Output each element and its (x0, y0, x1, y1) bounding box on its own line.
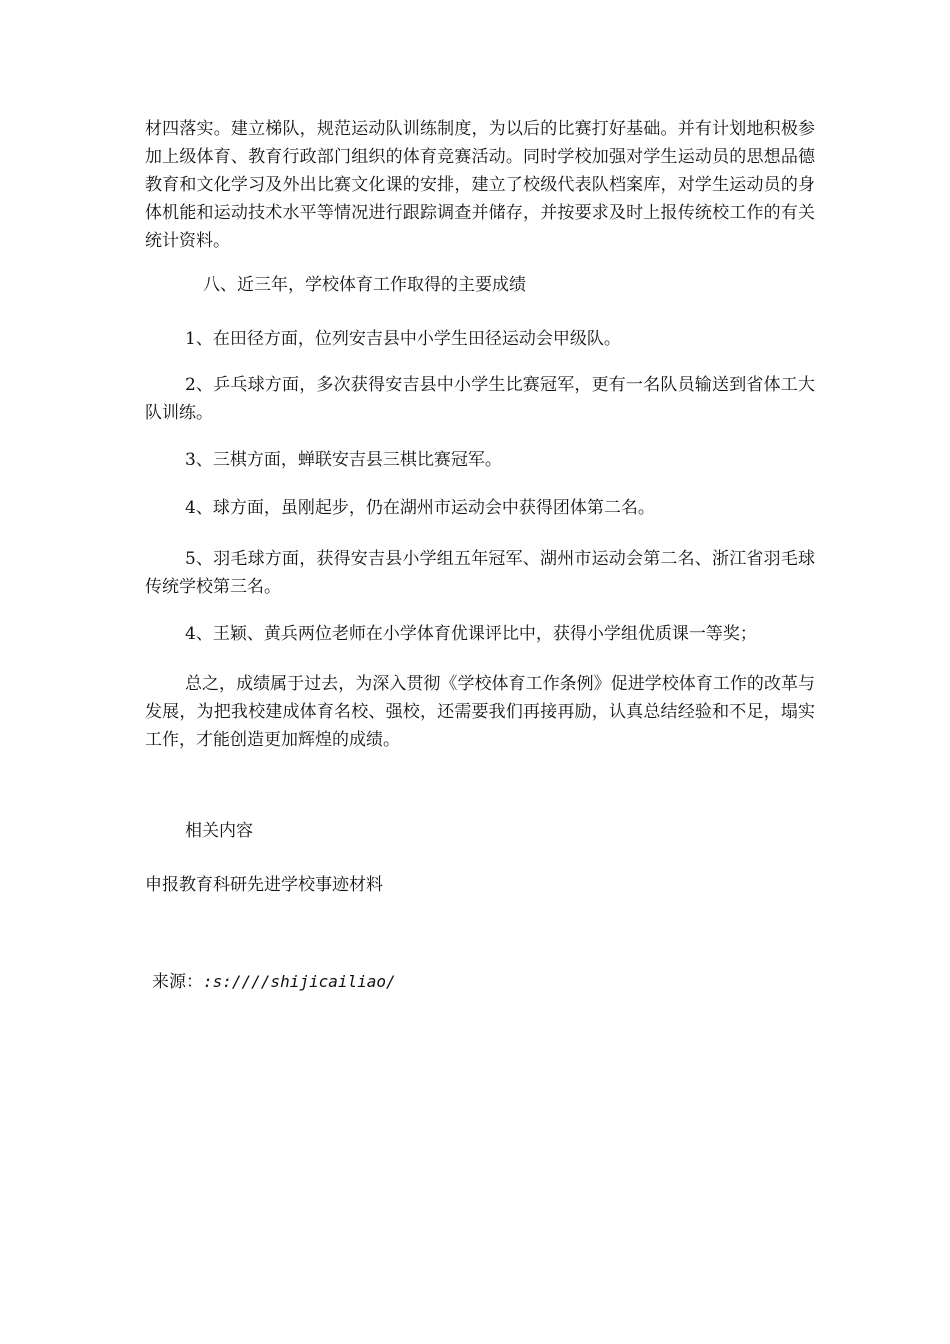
achievement-item-6: 4、王颖、黄兵两位老师在小学体育优课评比中，获得小学组优质课一等奖； (185, 624, 757, 644)
conclusion-block (145, 670, 815, 754)
achievement-item-1: 1、在田径方面，位列安吉县中小学生田径运动会甲级队。 (185, 329, 621, 349)
section-heading-block (145, 271, 815, 299)
achievement-5-block (145, 545, 815, 601)
achievement-item-2: 2、乒乓球方面，多次获得安吉县中小学生比赛冠军，更有一名队员输送到省体工大队训练。 (145, 375, 815, 423)
achievement-item-4: 4、球方面，虽刚起步，仍在湖州市运动会中获得团体第二名。 (185, 498, 655, 518)
related-heading-block (145, 817, 815, 845)
related-link-block (145, 871, 815, 899)
achievement-3-block (145, 446, 815, 474)
related-heading: 相关内容 (185, 821, 253, 841)
achievement-6-block (145, 620, 815, 648)
achievement-4-block (145, 494, 815, 522)
source-line (152, 968, 396, 996)
achievement-item-5: 5、羽毛球方面，获得安吉县小学组五年冠军、湖州市运动会第二名、浙江省羽毛球传统学校第三名。 (145, 549, 815, 597)
source-label: 来源： (152, 972, 203, 992)
achievement-2-block (145, 371, 815, 427)
achievement-1-block (145, 325, 815, 353)
section-heading: 八、近三年，学校体育工作取得的主要成绩 (203, 275, 526, 295)
paragraph-intro: 材四落实。建立梯队，规范运动队训练制度，为以后的比赛打好基础。并有计划地积极参加上级体育、教育行政部门组织的体育竞赛活动。同时学校加强对学生运动员的思想品德教育和文化学习及外出比赛文化课的安排，建立了校级代表队档案库，对学生运动员的身体机能和运动技术水平等情况进行跟踪调查并储存，并按要求及时上报传统校工作的有关统计资料。 (145, 119, 815, 251)
related-article-link[interactable]: 申报教育科研先进学校事迹材料 (145, 875, 383, 895)
paragraph-intro-block (145, 115, 815, 255)
conclusion-paragraph: 总之，成绩属于过去，为深入贯彻《学校体育工作条例》促进学校体育工作的改革与发展，为把我校建成体育名校、强校，还需要我们再接再励，认真总结经验和不足，塌实工作，才能创造更加辉煌的成绩。 (145, 674, 815, 750)
achievement-item-3: 3、三棋方面，蝉联安吉县三棋比赛冠军。 (185, 450, 502, 470)
source-url[interactable]: :s:////shijicailiao/ (203, 972, 396, 991)
